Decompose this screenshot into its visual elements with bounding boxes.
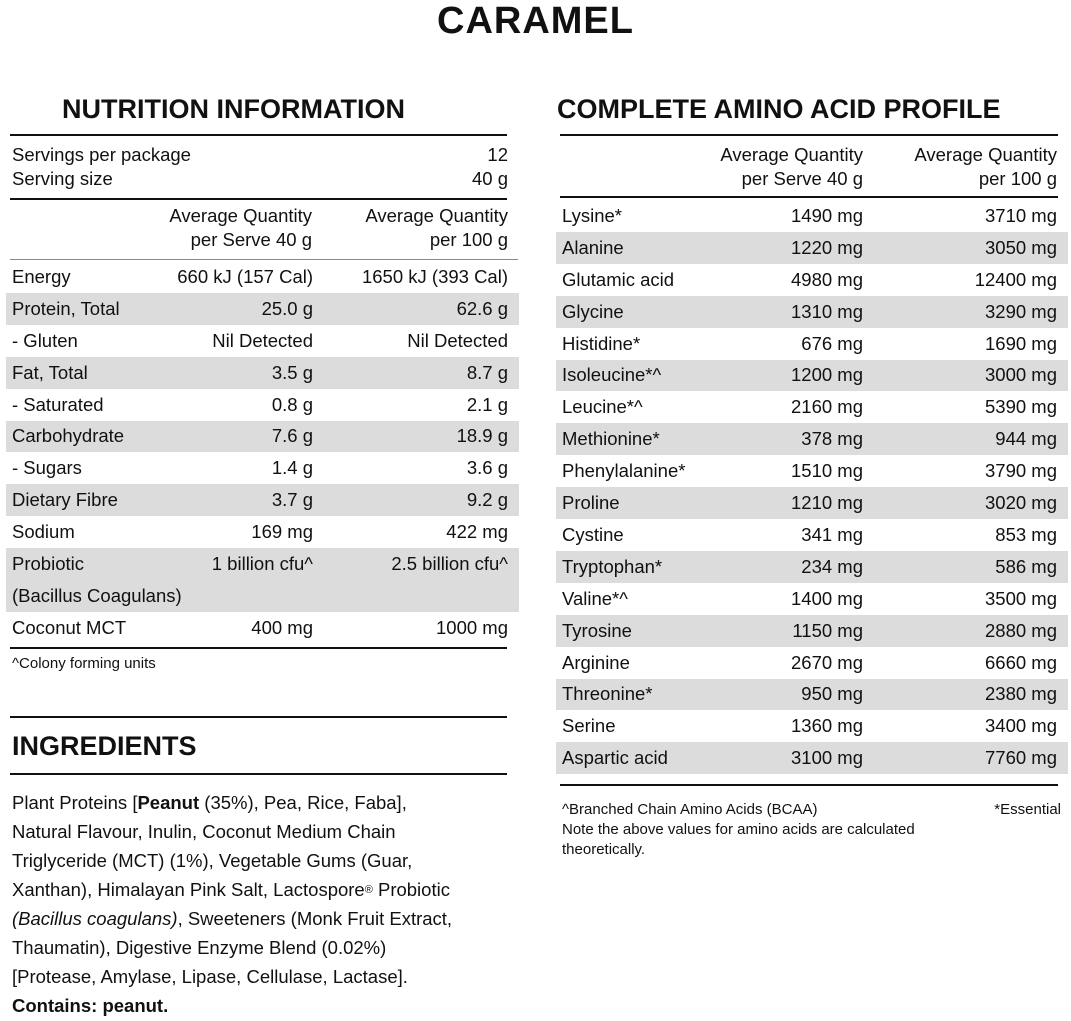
per-100g-value: 3050 mg: [985, 236, 1057, 258]
nutrient-name-cell: [6, 548, 182, 612]
per-100g-value: 7760 mg: [985, 747, 1057, 769]
essential-note: *Essential: [994, 801, 1061, 818]
nutrient-name-cell: [6, 394, 156, 416]
ingredients-line: Natural Flavour, Inulin, Coconut Medium Chain: [12, 821, 396, 842]
amino-acid-name: Serine: [562, 715, 616, 737]
per-100g-value: 3790 mg: [985, 460, 1057, 482]
per-serve-value: Nil Detected: [212, 329, 313, 351]
per-100g-value: 853 mg: [995, 523, 1057, 545]
servings-value: 12: [487, 144, 508, 165]
registered-mark: ®: [364, 884, 373, 896]
nutrition-row: [6, 261, 519, 293]
amino-acid-name: Histidine*: [562, 332, 641, 354]
per-serve-value: 1510 mg: [791, 460, 863, 482]
nutrition-row: [6, 516, 519, 548]
per-100g-value: 6660 mg: [985, 651, 1057, 673]
serving-size-label: Serving size: [12, 168, 113, 189]
per-serve-value: 169 mg: [251, 521, 313, 543]
nutrient-name: Energy: [12, 265, 71, 287]
per-100g-value: 3400 mg: [985, 715, 1057, 737]
amino-acid-name: Alanine: [562, 236, 624, 258]
per-100g-value: 2.5 billion cfu^: [391, 553, 508, 575]
nutrition-col-serve-header: Average Quantity per Serve 40 g: [169, 205, 312, 250]
amino-acid-name: Proline: [562, 492, 620, 514]
ingredients-heading: INGREDIENTS: [12, 731, 197, 761]
per-serve-value: 1.4 g: [271, 457, 313, 479]
amino-row: [556, 615, 1068, 647]
divider: [560, 196, 1058, 198]
nutrient-name: Protein, Total: [12, 297, 120, 319]
amino-note-line: Note the above values for amino acids are calculated: [562, 821, 915, 838]
nutrition-row: [6, 293, 519, 325]
amino-col-100g-header: Average Quantity per 100 g: [914, 144, 1057, 189]
ingredients-italic: (Bacillus coagulans): [12, 908, 178, 929]
nutrition-col-100g-header: Average Quantity per 100 g: [365, 205, 508, 250]
amino-row: [556, 679, 1068, 711]
per-serve-value: 1200 mg: [791, 364, 863, 386]
amino-acid-name: Valine*^: [562, 587, 628, 609]
amino-row: [556, 360, 1068, 392]
per-serve-value: 7.6 g: [271, 425, 313, 447]
nutrient-name-cell: [6, 330, 156, 352]
amino-row: [556, 391, 1068, 423]
ingredients-line: Probiotic: [372, 879, 450, 900]
nutrient-name: Dietary Fibre: [12, 489, 118, 511]
nutrient-name-cell: [6, 521, 156, 543]
per-100g-value: 3500 mg: [985, 587, 1057, 609]
amino-row: [556, 487, 1068, 519]
amino-acid-name: Glutamic acid: [562, 268, 675, 290]
nutrient-name-sub: (Bacillus Coagulans): [12, 585, 182, 606]
per-100g-value: 62.6 g: [456, 297, 508, 319]
divider: [560, 134, 1058, 136]
divider: [10, 716, 507, 718]
divider: [10, 198, 507, 200]
serving-size-value: 40 g: [471, 168, 508, 189]
per-serve-value: 3.7 g: [271, 489, 313, 511]
amino-note-line: theoretically.: [562, 841, 646, 858]
amino-row: [556, 232, 1068, 264]
per-100g-value: 944 mg: [995, 428, 1057, 450]
per-serve-value: 234 mg: [801, 555, 863, 577]
amino-row: [556, 742, 1068, 774]
amino-row: [556, 296, 1068, 328]
amino-row: [556, 200, 1068, 232]
nutrient-name: - Sugars: [12, 457, 82, 479]
per-100g-value: 3.6 g: [466, 457, 508, 479]
per-100g-value: 5390 mg: [985, 396, 1057, 418]
nutrient-name-cell: [6, 298, 156, 320]
ingredients-line: [Protease, Amylase, Lipase, Cellulase, Lactase].: [12, 966, 408, 987]
per-serve-value: 341 mg: [801, 523, 863, 545]
per-serve-value: 25.0 g: [261, 297, 313, 319]
per-serve-value: 1400 mg: [791, 587, 863, 609]
amino-row: [556, 328, 1068, 360]
nutrient-name-cell: [6, 425, 156, 447]
servings-label: Servings per package: [12, 144, 191, 165]
per-100g-value: Nil Detected: [407, 329, 508, 351]
ingredients-line: Triglyceride (MCT) (1%), Vegetable Gums (Guar,: [12, 850, 413, 871]
bcaa-note: ^Branched Chain Amino Acids (BCAA): [562, 801, 818, 818]
per-100g-value: 18.9 g: [456, 425, 508, 447]
nutrient-name: Carbohydrate: [12, 425, 125, 447]
per-serve-value: 4980 mg: [791, 268, 863, 290]
amino-row: [556, 455, 1068, 487]
nutrition-row: [6, 357, 519, 389]
serving-size-row: [12, 167, 508, 191]
nutrition-row: [6, 421, 519, 453]
per-100g-value: 422 mg: [446, 521, 508, 543]
amino-row: [556, 519, 1068, 551]
contains-statement: Contains: peanut.: [12, 995, 169, 1016]
amino-acid-name: Threonine*: [562, 683, 653, 705]
nutrition-row: [6, 325, 519, 357]
per-100g-value: 8.7 g: [466, 361, 508, 383]
per-100g-value: 2880 mg: [985, 619, 1057, 641]
per-serve-value: 3.5 g: [271, 361, 313, 383]
ingredients-line: , Sweeteners (Monk Fruit Extract,: [177, 908, 453, 929]
per-100g-value: 586 mg: [995, 555, 1057, 577]
per-100g-value: 1000 mg: [436, 616, 508, 638]
per-serve-value: 1 billion cfu^: [211, 553, 313, 575]
per-100g-value: 3290 mg: [985, 300, 1057, 322]
nutrition-row: [6, 389, 519, 421]
nutrient-name: Coconut MCT: [12, 616, 127, 638]
amino-acid-name: Lysine*: [562, 204, 622, 226]
divider: [10, 647, 507, 649]
amino-acid-name: Cystine: [562, 523, 624, 545]
nutrient-name-cell: [6, 617, 156, 639]
amino-row: [556, 647, 1068, 679]
per-serve-value: 676 mg: [801, 332, 863, 354]
nutrition-row: [6, 548, 519, 612]
divider: [10, 259, 518, 260]
per-serve-value: 1490 mg: [791, 204, 863, 226]
per-100g-value: 3000 mg: [985, 364, 1057, 386]
per-serve-value: 2160 mg: [791, 396, 863, 418]
per-100g-value: 1650 kJ (393 Cal): [361, 265, 508, 287]
divider: [10, 773, 507, 775]
amino-acid-name: Phenylalanine*: [562, 460, 686, 482]
product-title: CARAMEL: [437, 0, 634, 42]
nutrient-name-cell: [6, 362, 156, 384]
nutrient-name: Sodium: [12, 521, 75, 543]
divider: [560, 784, 1058, 786]
per-100g-value: 12400 mg: [974, 268, 1057, 290]
nutrient-name: - Saturated: [12, 393, 104, 415]
per-100g-value: 3020 mg: [985, 492, 1057, 514]
per-serve-value: 400 mg: [251, 616, 313, 638]
amino-acid-name: Tyrosine: [562, 619, 632, 641]
amino-row: [556, 710, 1068, 742]
nutrient-name: Probiotic: [12, 553, 84, 575]
per-serve-value: 3100 mg: [791, 747, 863, 769]
per-serve-value: 1220 mg: [791, 236, 863, 258]
per-100g-value: 2.1 g: [466, 393, 508, 415]
amino-row: [556, 551, 1068, 583]
nutrition-row: [6, 484, 519, 516]
per-serve-value: 1150 mg: [792, 619, 863, 641]
nutrition-row: [6, 612, 519, 644]
nutrition-footnote: ^Colony forming units: [12, 655, 156, 672]
per-100g-value: 3710 mg: [985, 204, 1057, 226]
nutrient-name-cell: [6, 457, 156, 479]
per-serve-value: 378 mg: [801, 428, 863, 450]
per-100g-value: 1690 mg: [985, 332, 1057, 354]
amino-heading: COMPLETE AMINO ACID PROFILE: [557, 94, 1001, 124]
per-serve-value: 2670 mg: [791, 651, 863, 673]
amino-acid-name: Tryptophan*: [562, 555, 663, 577]
amino-row: [556, 583, 1068, 615]
amino-acid-name: Glycine: [562, 300, 624, 322]
amino-row: [556, 423, 1068, 455]
per-serve-value: 1310 mg: [791, 300, 863, 322]
amino-row: [556, 264, 1068, 296]
nutrient-name: Fat, Total: [12, 361, 88, 383]
ingredients-text: [12, 788, 532, 1020]
per-serve-value: 950 mg: [801, 683, 863, 705]
allergen-bold: Peanut: [137, 792, 200, 813]
per-serve-value: 660 kJ (157 Cal): [177, 265, 313, 287]
amino-acid-name: Isoleucine*^: [562, 364, 662, 386]
amino-acid-name: Aspartic acid: [562, 747, 668, 769]
nutrient-name-cell: [6, 489, 156, 511]
nutrition-heading: NUTRITION INFORMATION: [62, 94, 405, 124]
nutrition-row: [6, 452, 519, 484]
ingredients-line: Thaumatin), Digestive Enzyme Blend (0.02%): [12, 937, 387, 958]
ingredients-line: Xanthan), Himalayan Pink Salt, Lactospore: [12, 879, 365, 900]
amino-acid-name: Arginine: [562, 651, 630, 673]
ingredients-line: Plant Proteins [: [12, 792, 138, 813]
amino-col-serve-header: Average Quantity per Serve 40 g: [720, 144, 863, 189]
divider: [10, 134, 507, 136]
nutrient-name: - Gluten: [12, 329, 78, 351]
per-serve-value: 0.8 g: [271, 393, 313, 415]
per-serve-value: 1360 mg: [791, 715, 863, 737]
nutrient-name-cell: [6, 266, 156, 288]
per-serve-value: 1210 mg: [791, 492, 863, 514]
amino-acid-name: Leucine*^: [562, 396, 643, 418]
ingredients-line: (35%), Pea, Rice, Faba],: [199, 792, 407, 813]
servings-row: [12, 143, 508, 167]
per-100g-value: 2380 mg: [985, 683, 1057, 705]
amino-acid-name: Methionine*: [562, 428, 660, 450]
per-100g-value: 9.2 g: [466, 489, 508, 511]
